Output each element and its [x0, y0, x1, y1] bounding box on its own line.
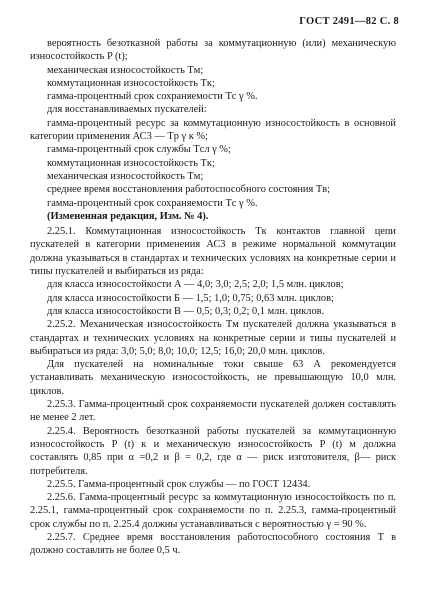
paragraph: для класса износостойкости Б — 1,5; 1,0; 0,75; 0,63 млн. циклов;: [47, 292, 334, 304]
paragraph: механическая износостойкость Tм;: [47, 170, 204, 182]
paragraph: 2.25.4. Вероятность безотказной работы пускателей за коммутационную износостойкость P (t) к и механическую износостойкость P (t) м должна составлять 0,85 при α =0,2 и β = 0,2, где α — риск изготовителя, β— риск потребителя.: [30, 425, 396, 477]
amendment-note: (Измененная редакция, Изм. № 4).: [47, 210, 209, 222]
paragraph: гамма-процентный срок сохраняемости Tс γ %.: [47, 197, 258, 209]
paragraph: гамма-процентный ресурс за коммутационную износостойкость в основной категории применения АС3 — Tр γ к %;: [30, 117, 396, 143]
running-head: ГОСТ 2491—82 С. 8: [299, 16, 399, 27]
paragraph: 2.25.2. Механическая износостойкость Tм пускателей должна указываться в стандартах и технических условиях на конкретные серии и типы пускателей и выбираться из ряда: 3,0; 5,0; 8,0; 10,0; 12,5; 16,0; 20,0 млн. циклов.: [30, 319, 396, 357]
paragraph: для класса износостойкости В — 0,5; 0,3; 0,2; 0,1 млн. циклов.: [47, 305, 325, 317]
paragraph: механическая износостойкость Tм;: [47, 64, 204, 76]
paragraph: 2.25.6. Гамма-процентный ресурс за коммутационную износостойкость по п. 2.25.1, гамма-процентный срок сохраняемости по п. 2.25.3, гамма-процентный срок службы по п. 2.25.4 должны устанавливаться с вероятностью γ = 90 %.: [30, 492, 396, 530]
paragraph: среднее время восстановления работоспособного состояния Tв;: [47, 184, 331, 196]
paragraph: Для пускателей на номинальные токи свыше 63 А рекомендуется устанавливать механическую износостойкость, не превышающую 10,0 млн. циклов.: [30, 359, 396, 397]
paragraph: гамма-процентный срок сохраняемости Tс γ %.: [47, 91, 258, 103]
paragraph: гамма-процентный срок службы Tсл γ %;: [47, 144, 231, 156]
paragraph: 2.25.5. Гамма-процентный срок службы — по ГОСТ 12434.: [47, 478, 311, 490]
paragraph: для класса износостойкости А — 4,0; 3,0; 2,5; 2,0; 1,5 млн. циклов;: [47, 279, 344, 291]
paragraph: вероятность безотказной работы за коммутационную (или) механическую износостойкость P (t);: [30, 38, 396, 63]
paragraph: 2.25.1. Коммутационная износостойкость Tк контактов главной цепи пускателей в категории применения АС3 в режиме нормальной коммутации должна указываться в стандартах и технических условиях на конкретные серии и типы пускателей и выбираться из ряда:: [30, 226, 396, 278]
paragraph: 2.25.3. Гамма-процентный срок сохраняемости пускателей должен составлять не менее 2 лет.: [30, 399, 396, 424]
paragraph: 2.25.7. Среднее время восстановления работоспособного состояния T в должно составлять не более 0,5 ч.: [30, 531, 396, 557]
document-body: [30, 37, 396, 558]
paragraph: коммутационная износостойкость Tк;: [47, 77, 215, 89]
paragraph: коммутационная износостойкость Tк;: [47, 157, 215, 169]
paragraph: для восстанавливаемых пускателей:: [47, 104, 207, 116]
